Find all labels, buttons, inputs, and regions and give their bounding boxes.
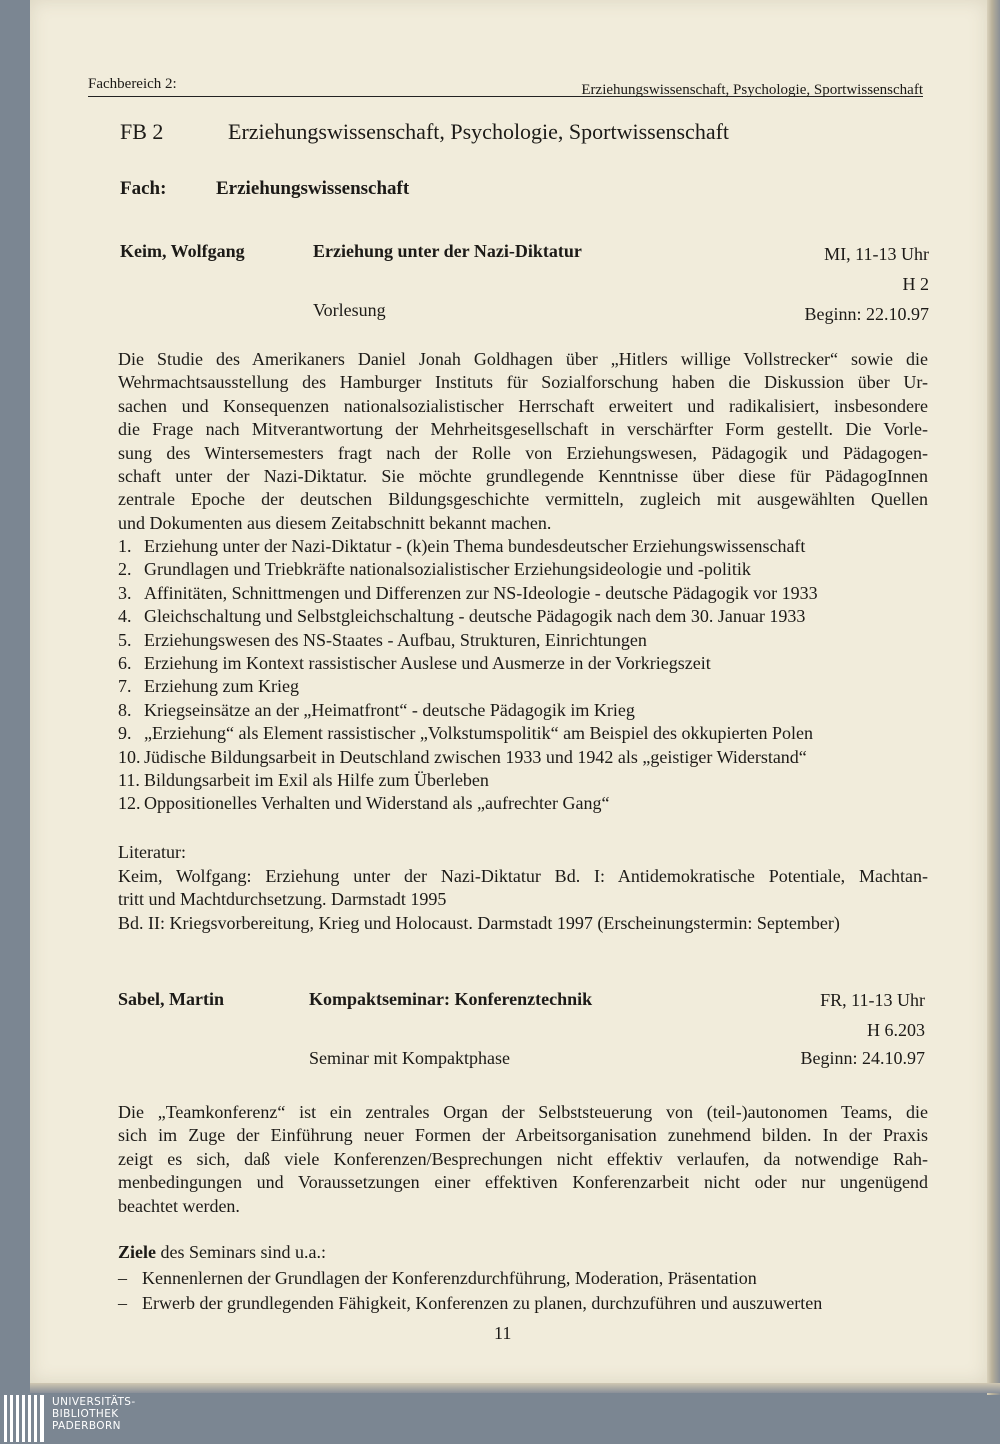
course1-room: H 2 — [902, 274, 929, 294]
topic-number: 3. — [118, 582, 132, 603]
list-item — [118, 722, 818, 745]
course2-lecturer: Sabel, Martin — [118, 989, 224, 1009]
page-edge — [987, 0, 1000, 1395]
list-item — [118, 558, 818, 581]
faculty-title: Erziehungswissenschaft, Psychologie, Sportwissenschaft — [228, 119, 730, 144]
goal-text: Erwerb der grundlegenden Fähigkeit, Konferenzen zu planen, durchzuführen und auszuwerten — [142, 1293, 823, 1313]
list-item — [118, 605, 818, 628]
page-number: 11 — [494, 1323, 512, 1343]
topic-text: Gleichschaltung und Selbstgleichschaltung - deutsche Pädagogik nach dem 30. Januar 1933 — [144, 606, 806, 627]
dash-bullet: – — [118, 1268, 127, 1288]
course1-literature-label: Literatur: — [118, 842, 186, 862]
topic-number: 11. — [118, 769, 140, 790]
course1-title: Erziehung unter der Nazi-Diktatur — [313, 241, 582, 261]
course1-description-line: Wehrmachtsausstellung des Hamburger Instituts für Sozialforschung haben die Diskussion über Ur- — [118, 372, 928, 393]
topic-text: Erziehungswesen des NS-Staates - Aufbau, Strukturen, Einrichtungen — [144, 629, 647, 650]
running-head — [88, 72, 923, 97]
literature-line: Bd. II: Kriegsvorbereitung, Krieg und Holocaust. Darmstadt 1997 (Erscheinungstermin: September) — [118, 912, 840, 933]
literature-line: Keim, Wolfgang: Erziehung unter der Nazi-Diktatur Bd. I: Antidemokratische Potentiale, Machtan- — [118, 866, 928, 886]
goals-label: Ziele — [118, 1242, 156, 1262]
faculty-code: FB 2 — [120, 119, 164, 144]
subject-label: Fach: — [120, 178, 167, 199]
course2-description — [118, 1101, 928, 1218]
topic-text: „Erziehung“ als Element rassistischer „Volkstumspolitik“ am Beispiel des okkupierten Polen — [144, 723, 814, 744]
course2-goals-list — [118, 1266, 822, 1316]
topic-number: 10. — [118, 746, 141, 767]
course1-description-line: sachen und Konsequenzen nationalsozialistischer Herrschaft erweitert und radikalisiert, insbesondere — [118, 395, 928, 416]
list-item — [118, 746, 818, 769]
subject-value: Erziehungswissenschaft — [216, 178, 410, 199]
topic-number: 8. — [118, 699, 132, 720]
list-item — [118, 699, 818, 722]
course1-literature — [118, 865, 928, 935]
list-item — [118, 792, 818, 815]
page-bottom-edge — [30, 1383, 1000, 1393]
library-logo — [0, 1393, 150, 1444]
topic-text: Bildungsarbeit im Exil als Hilfe zum Überleben — [144, 769, 489, 790]
topic-number: 5. — [118, 629, 132, 650]
topic-text: Kriegseinsätze an der „Heimatfront“ - deutsche Pädagogik im Krieg — [144, 699, 635, 720]
logo-line: PADERBORN — [52, 1420, 121, 1432]
topic-number: 6. — [118, 652, 132, 673]
dash-bullet: – — [118, 1293, 127, 1313]
topic-number: 1. — [118, 536, 132, 556]
list-item — [118, 675, 818, 698]
course2-description-line: Die „Teamkonferenz“ ist ein zentrales Organ der Selbststeuerung von (teil-)autonomen Teams, die — [118, 1102, 928, 1122]
topic-number: 9. — [118, 723, 132, 744]
list-item — [118, 582, 818, 605]
course1-description-line: zentrale Epoche der deutschen Bildungsgeschichte vermitteln, zugleich mit ausgewählten Quellen — [118, 489, 928, 510]
topic-text: Jüdische Bildungsarbeit in Deutschland zwischen 1933 und 1942 als „geistiger Widerstand“ — [144, 746, 807, 767]
course2-title: Kompaktseminar: Konferenztechnik — [309, 989, 593, 1009]
topic-text: Erziehung zum Krieg — [144, 676, 299, 697]
course2-goals-heading — [118, 1242, 326, 1263]
course1-topic-list — [118, 535, 818, 816]
topic-number: 4. — [118, 606, 132, 627]
topic-text: Oppositionelles Verhalten und Widerstand als „aufrechter Gang“ — [144, 793, 610, 814]
course2-description-line: menbedingungen und Voraussetzungen einer effektiven Konferenzarbeit nicht oder nur ungenügend — [118, 1172, 928, 1193]
list-item — [118, 769, 818, 792]
course1-description-line: schaft unter der Nazi-Diktatur. Sie möchte grundlegende Kenntnisse über diese für PädagogInnen — [118, 465, 928, 486]
course1-description-line: Die Studie des Amerikaners Daniel Jonah Goldhagen über „Hitlers willige Vollstrecker“ sowie die — [118, 349, 928, 369]
course1-description-line: die Frage nach Mitverantwortung der Mehrheitsgesellschaft in verschärfter Form gestellt. Die Vorle- — [118, 419, 928, 440]
library-barcode-icon — [2, 1395, 46, 1442]
running-head-left: Fachbereich 2: — [88, 76, 177, 92]
list-item — [118, 535, 818, 558]
course2-description-line: beachtet werden. — [118, 1195, 240, 1216]
topic-number: 12. — [118, 793, 141, 814]
list-item — [118, 629, 818, 652]
list-item — [118, 1266, 822, 1291]
topic-number: 2. — [118, 559, 132, 580]
course2-type: Seminar mit Kompaktphase — [309, 1048, 510, 1068]
goals-intro: des Seminars sind u.a.: — [156, 1242, 326, 1262]
topic-text: Grundlagen und Triebkräfte nationalsozialistischer Erziehungsideologie und -politik — [144, 559, 751, 580]
course1-start: Beginn: 22.10.97 — [804, 304, 929, 324]
course2-room: H 6.203 — [867, 1020, 925, 1040]
course1-time: MI, 11-13 Uhr — [824, 244, 929, 264]
course2-description-line: sich im Zuge der Einführung neuer Formen der Arbeitsorganisation zunehmend bilden. In der Praxis — [118, 1125, 928, 1146]
course2-start: Beginn: 24.10.97 — [800, 1048, 925, 1068]
logo-line: UNIVERSITÄTS- — [52, 1396, 136, 1408]
running-head-right: Erziehungswissenschaft, Psychologie, Sportwissenschaft — [581, 82, 923, 98]
course1-lecturer: Keim, Wolfgang — [120, 241, 245, 261]
course1-description — [118, 348, 928, 535]
goal-text: Kennenlernen der Grundlagen der Konferenzdurchführung, Moderation, Präsentation — [142, 1268, 757, 1288]
topic-text: Erziehung im Kontext rassistischer Auslese und Ausmerze in der Vorkriegszeit — [144, 652, 711, 673]
logo-line: BIBLIOTHEK — [52, 1408, 119, 1420]
topic-text: Erziehung unter der Nazi-Diktatur - (k)ein Thema bundesdeutscher Erziehungswissenschaft — [144, 536, 806, 556]
course1-type: Vorlesung — [313, 300, 386, 320]
library-logo-text — [52, 1396, 136, 1432]
course2-description-line: zeigt es sich, daß viele Konferenzen/Besprechungen nicht effektiv verlaufen, da notwendige Rah- — [118, 1148, 928, 1169]
topic-number: 7. — [118, 676, 132, 697]
course2-time: FR, 11-13 Uhr — [820, 990, 925, 1010]
literature-line: tritt und Machtdurchsetzung. Darmstadt 1995 — [118, 889, 447, 910]
topic-text: Affinitäten, Schnittmengen und Differenzen zur NS-Ideologie - deutsche Pädagogik vor 1933 — [144, 582, 818, 603]
course1-description-line: und Dokumenten aus diesem Zeitabschnitt bekannt machen. — [118, 512, 552, 533]
course1-description-line: sung des Wintersemesters fragt nach der Rolle von Erziehungswesen, Pädagogik und Pädagogen- — [118, 442, 928, 463]
list-item — [118, 652, 818, 675]
list-item — [118, 1291, 822, 1316]
